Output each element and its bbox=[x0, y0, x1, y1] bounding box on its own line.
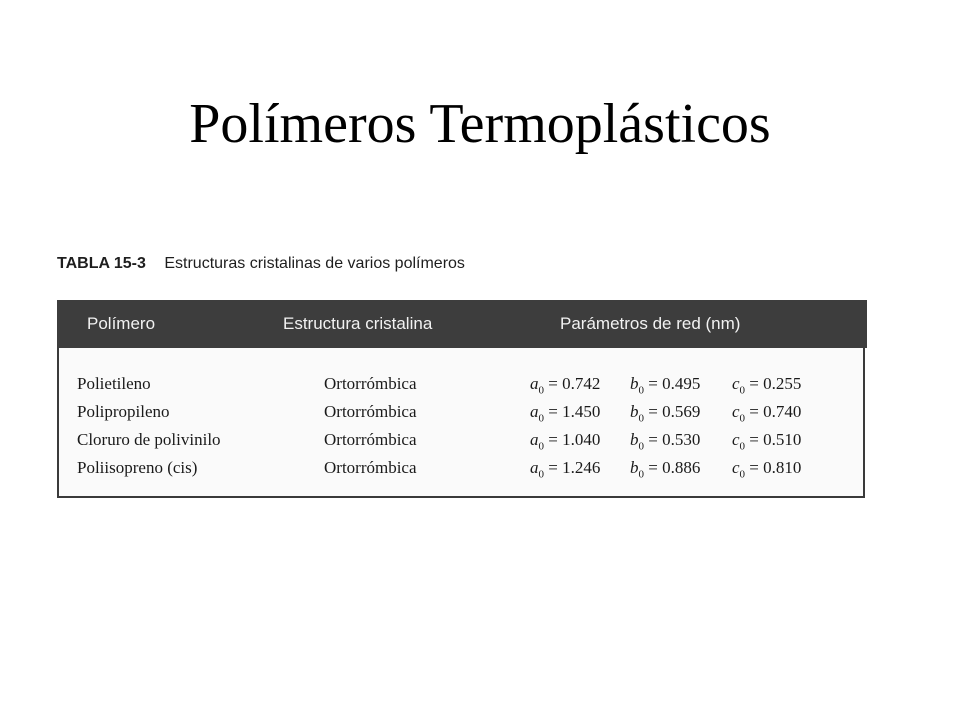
param-c0: $c_0 = 0.740$ bbox=[732, 402, 802, 425]
param-a0: $a_0 = 0.742$ bbox=[530, 374, 601, 397]
polymer-name: Polietileno bbox=[77, 374, 151, 393]
page-title: Polímeros Termoplásticos bbox=[189, 93, 771, 155]
param-a0: $a_0 = 1.040$ bbox=[530, 430, 601, 453]
polymer-name: Polipropileno bbox=[77, 402, 170, 421]
param-c0: $c_0 = 0.510$ bbox=[732, 430, 802, 453]
lattice-table bbox=[57, 300, 865, 498]
table-row bbox=[59, 398, 865, 426]
table-caption bbox=[57, 255, 465, 273]
header-lattice-parameters: Parámetros de red (nm) bbox=[560, 314, 741, 333]
crystal-structure: Ortorrómbica bbox=[324, 430, 417, 449]
crystal-structure: Ortorrómbica bbox=[324, 374, 417, 393]
param-b0: $b_0 = 0.886$ bbox=[630, 458, 701, 481]
table-row bbox=[59, 454, 865, 482]
param-a0: $a_0 = 1.450$ bbox=[530, 402, 601, 425]
param-b0: $b_0 = 0.569$ bbox=[630, 402, 701, 425]
param-a0: $a_0 = 1.246$ bbox=[530, 458, 601, 481]
table-row bbox=[59, 426, 865, 454]
header-polymer: Polímero bbox=[87, 314, 156, 333]
param-b0: $b_0 = 0.530$ bbox=[630, 430, 701, 453]
table-row bbox=[59, 370, 865, 398]
table-header bbox=[57, 300, 867, 348]
param-c0: $c_0 = 0.255$ bbox=[732, 374, 802, 397]
param-c0: $c_0 = 0.810$ bbox=[732, 458, 802, 481]
crystal-structure: Ortorrómbica bbox=[324, 402, 417, 421]
table-caption-text: Estructuras cristalinas de varios polímeros bbox=[164, 255, 465, 272]
polymer-name: Poliisopreno (cis) bbox=[77, 458, 198, 477]
param-b0: $b_0 = 0.495$ bbox=[630, 374, 701, 397]
crystal-structure: Ortorrómbica bbox=[324, 458, 417, 477]
polymer-name: Cloruro de polivinilo bbox=[77, 430, 221, 449]
table-number: TABLA 15-3 bbox=[57, 255, 146, 272]
header-crystal-structure: Estructura cristalina bbox=[283, 314, 433, 333]
